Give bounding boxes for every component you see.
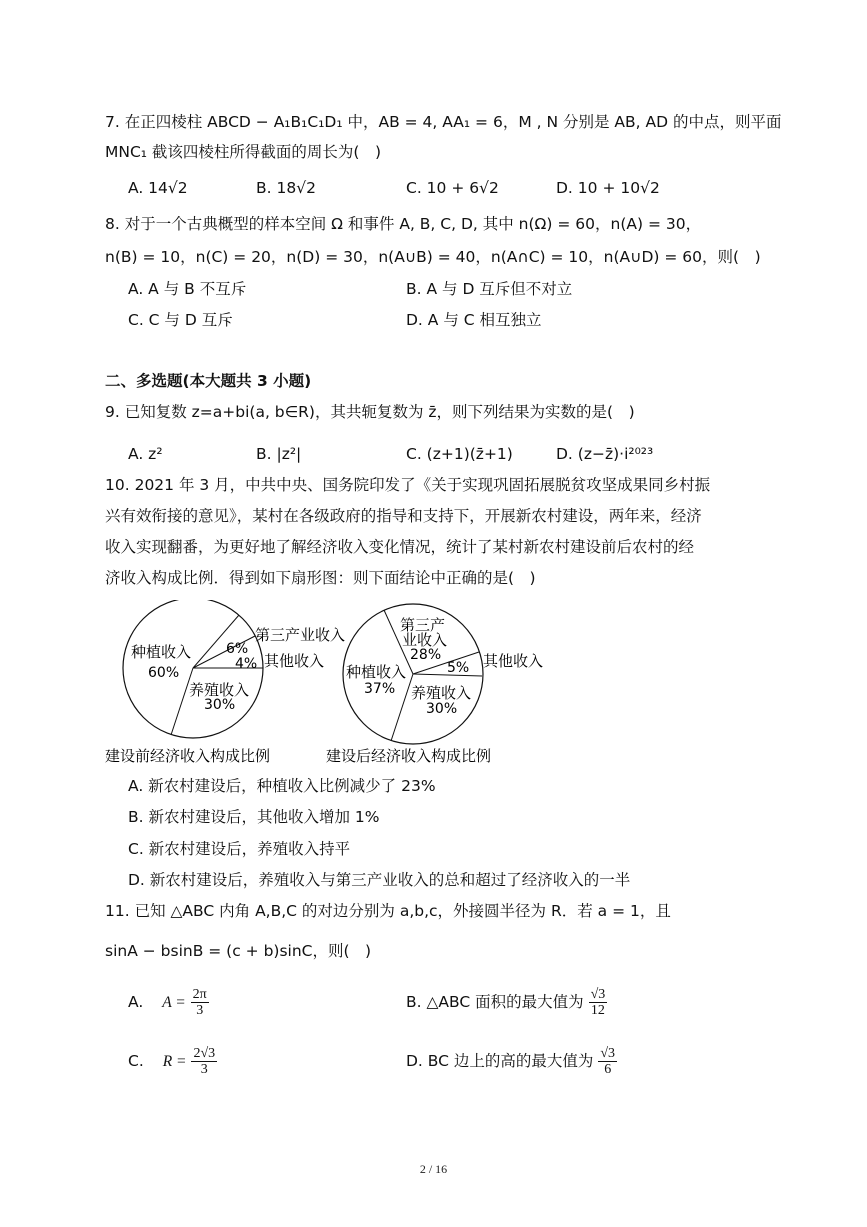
- q8-option-d: D. A 与 C 相互独立: [406, 311, 542, 329]
- pie-before-breeding-pct: 30%: [204, 697, 236, 713]
- q11-option-c: [128, 1044, 217, 1079]
- q10-line2: 兴有效衔接的意见》，某村在各级政府的指导和支持下，开展新农村建设，两年来，经济: [105, 507, 702, 525]
- section-heading: 二、多选题(本大题共 3 小题): [105, 372, 312, 390]
- pie-before-other-pct: 4%: [235, 656, 258, 672]
- pie-before-planting-pct: 60%: [148, 665, 180, 681]
- q11-option-c-lhs: R =: [162, 1053, 187, 1070]
- q11-option-b-numerator: √3: [590, 987, 606, 1002]
- q11-option-d-fraction: [598, 1046, 617, 1077]
- pie-after-planting-pct: 37%: [364, 681, 396, 697]
- q9-line1: 9. 已知复数 z=a+bi(a, b∈R)，其共轭复数为 z̄，则下列结果为实数的是( ): [105, 403, 635, 421]
- pie-before: [123, 600, 345, 738]
- pie-before-tertiary-label: 第三产业收入: [255, 626, 346, 644]
- pie-charts-figure: [0, 600, 867, 780]
- q11-option-c-prefix: C.: [128, 1052, 144, 1070]
- pie-after-planting-label: 种植收入: [346, 663, 407, 681]
- q10-option-c: C. 新农村建设后，养殖收入持平: [128, 840, 351, 858]
- q7-line1: 7. 在正四棱柱 ABCD − A₁B₁C₁D₁ 中，AB = 4, AA₁ = 6，M , N 分别是 AB, AD 的中点，则平面: [105, 113, 782, 131]
- q9-option-b: B. |z²|: [256, 445, 302, 463]
- q11-option-a-lhs: A =: [162, 994, 186, 1011]
- q8-option-a: A. A 与 B 不互斥: [128, 280, 247, 298]
- q11-option-a-denominator: 3: [196, 1003, 204, 1018]
- q8-line2: n(B) = 10，n(C) = 20，n(D) = 30，n(A∪B) = 40，n(A∩C) = 10，n(A∪D) = 60，则( ): [105, 248, 761, 266]
- q7-option-b: B. 18√2: [256, 179, 316, 197]
- q9-option-c: C. (z+1)(z̄+1): [406, 445, 513, 463]
- q11-option-a-fraction: [191, 987, 209, 1018]
- q11-line2: sinA − bsinB = (c + b)sinC，则( ): [105, 942, 372, 960]
- q11-option-d: [406, 1044, 617, 1078]
- q10-option-b: B. 新农村建设后，其他收入增加 1%: [128, 808, 380, 826]
- q7-option-c: C. 10 + 6√2: [406, 179, 499, 197]
- pie-before-breeding-label: 养殖收入: [189, 681, 250, 699]
- q11-option-c-fraction: [191, 1046, 217, 1077]
- q8-option-c: C. C 与 D 互斥: [128, 311, 233, 329]
- q11-option-b-fraction: [589, 987, 608, 1018]
- q9-option-d: D. (z−z̄)·i²⁰²³: [556, 445, 654, 463]
- q11-option-a: [128, 985, 209, 1020]
- q7-option-d: D. 10 + 10√2: [556, 179, 660, 197]
- q11-option-b-denominator: 12: [590, 1003, 605, 1018]
- pie-after-other-label: 其他收入: [483, 652, 544, 670]
- pie-after: [343, 604, 543, 744]
- pie-before-other-label: 其他收入: [264, 652, 325, 670]
- pie-after-breeding-pct: 30%: [426, 701, 458, 717]
- pie-after-tertiary-pct: 28%: [410, 647, 442, 663]
- q8-option-b: B. A 与 D 互斥但不对立: [406, 280, 573, 298]
- pie-after-other-pct: 5%: [447, 660, 470, 676]
- pie-before-planting-label: 种植收入: [131, 643, 192, 661]
- q10-line4: 济收入构成比例．得到如下扇形图：则下面结论中正确的是( ): [105, 569, 536, 587]
- pie-before-caption: 建设前经济收入构成比例: [105, 747, 271, 765]
- q7-option-a: A. 14√2: [128, 179, 188, 197]
- q11-option-d-numerator: √3: [600, 1046, 616, 1061]
- pie-after-tertiary-label-1: 第三产: [400, 616, 446, 634]
- q11-option-d-denominator: 6: [604, 1062, 612, 1077]
- pie-after-caption: 建设后经济收入构成比例: [326, 747, 492, 765]
- q11-option-a-numerator: 2π: [192, 987, 207, 1002]
- pie-after-tertiary-label-2: 业收入: [402, 631, 448, 649]
- q10-line1: 10. 2021 年 3 月，中共中央、国务院印发了《关于实现巩固拓展脱贫攻坚成果同乡村振: [105, 476, 711, 494]
- q10-option-d: D. 新农村建设后，养殖收入与第三产业收入的总和超过了经济收入的一半: [128, 871, 631, 889]
- q11-option-c-numerator: 2√3: [193, 1046, 216, 1061]
- q11-option-a-prefix: A.: [128, 993, 144, 1011]
- q11-option-b: [406, 985, 607, 1019]
- q11-option-d-prefix: D. BC 边上的高的最大值为: [406, 1052, 594, 1070]
- page-number: 2 / 16: [419, 1162, 448, 1176]
- pie-before-tertiary-pct: 6%: [226, 641, 249, 657]
- q9-option-a: A. z²: [128, 445, 163, 463]
- pie-after-breeding-label: 养殖收入: [411, 684, 472, 702]
- q11-option-c-denominator: 3: [200, 1062, 208, 1077]
- q10-option-a: A. 新农村建设后，种植收入比例减少了 23%: [128, 777, 436, 795]
- q8-line1: 8. 对于一个古典概型的样本空间 Ω 和事件 A, B, C, D, 其中 n(Ω) = 60，n(A) = 30，: [105, 215, 702, 233]
- q10-line3: 收入实现翻番，为更好地了解经济收入变化情况，统计了某村新农村建设前后农村的经: [105, 538, 695, 556]
- q11-line1: 11. 已知 △ABC 内角 A,B,C 的对边分别为 a,b,c，外接圆半径为 R．若 a = 1，且: [105, 902, 671, 920]
- q7-line2: MNC₁ 截该四棱柱所得截面的周长为( ): [105, 143, 382, 161]
- q11-option-b-prefix: B. △ABC 面积的最大值为: [406, 993, 584, 1011]
